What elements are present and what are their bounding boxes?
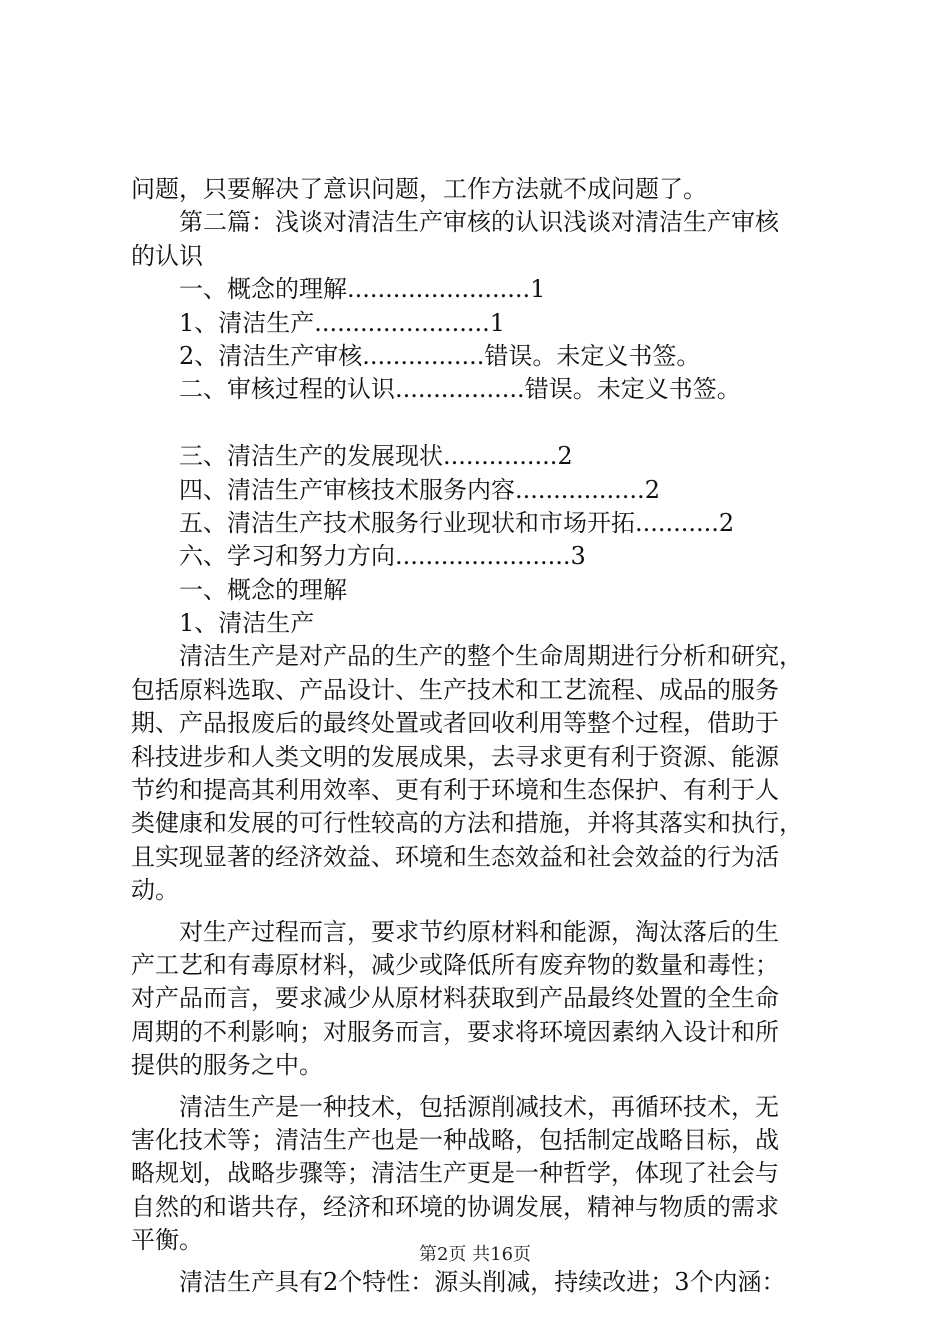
blank-line [131, 407, 841, 440]
sub-heading: 1、清洁生产 [179, 609, 315, 638]
chapter-title-line: 的认识 [131, 241, 203, 270]
paragraph-line: 自然的和谐共存，经济和环境的协调发展，精神与物质的需求 [131, 1192, 779, 1221]
toc-entry[interactable]: 1、清洁生产.......................1 [179, 308, 506, 337]
paragraph-line: 清洁生产是一种技术，包括源削减技术，再循环技术，无 [179, 1092, 779, 1121]
paragraph-line: 周期的不利影响；对服务而言，要求将环境因素纳入设计和所 [131, 1017, 779, 1046]
toc-entry[interactable]: 五、清洁生产技术服务行业现状和市场开拓...........2 [179, 508, 735, 537]
paragraph-line: 产工艺和有毒原材料，减少或降低所有废弃物的数量和毒性； [131, 950, 779, 979]
toc-entry[interactable]: 2、清洁生产审核................错误。未定义书签。 [179, 341, 701, 370]
toc-entry[interactable]: 六、学习和努力方向.......................3 [179, 542, 586, 571]
paragraph-line: 类健康和发展的可行性较高的方法和措施，并将其落实和执行， [131, 809, 803, 838]
paragraph-line: 科技进步和人类文明的发展成果，去寻求更有利于资源、能源 [131, 742, 779, 771]
table-of-contents [131, 273, 841, 574]
section-heading: 一、概念的理解 [179, 575, 347, 604]
toc-entry[interactable]: 四、清洁生产审核技术服务内容.................2 [179, 475, 660, 504]
paragraph-line: 平衡。 [131, 1226, 203, 1255]
toc-entry[interactable]: 一、概念的理解........................1 [179, 275, 546, 304]
paragraph-line: 对产品而言，要求减少从原材料获取到产品最终处置的全生命 [131, 984, 779, 1013]
paragraph-line: 略规划，战略步骤等；清洁生产更是一种哲学，体现了社会与 [131, 1159, 779, 1188]
paragraph-line: 包括原料选取、产品设计、生产技术和工艺流程、成品的服务 [131, 675, 779, 704]
text-line: 问题，只要解决了意识问题，工作方法就不成问题了。 [131, 175, 707, 203]
document-body [131, 173, 841, 1299]
paragraph-line: 对生产过程而言，要求节约原材料和能源，淘汰落后的生 [179, 917, 779, 946]
page-footer: 第2页 共16页 [418, 1244, 532, 1265]
paragraph-line: 节约和提高其利用效率、更有利于环境和生态保护、有利于人 [131, 776, 779, 805]
paragraph-line: 害化技术等；清洁生产也是一种战略，包括制定战略目标，战 [131, 1125, 779, 1154]
paragraph-4 [131, 1266, 841, 1299]
chapter-title-line: 第二篇：浅谈对清洁生产审核的认识浅谈对清洁生产审核 [179, 208, 779, 237]
paragraph-line: 动。 [131, 876, 179, 905]
paragraph-1 [131, 640, 841, 907]
paragraph-gap [131, 908, 841, 916]
paragraph-line: 清洁生产具有2个特性：源头削减，持续改进；3个内涵： [179, 1267, 786, 1296]
paragraph-3 [131, 1091, 841, 1258]
toc-entry[interactable]: 三、清洁生产的发展现状...............2 [179, 442, 573, 471]
paragraph-line: 且实现显著的经济效益、环境和生态效益和社会效益的行为活 [131, 842, 779, 871]
paragraph-2 [131, 916, 841, 1083]
paragraph-line: 提供的服务之中。 [131, 1051, 323, 1080]
paragraph-line: 期、产品报废后的最终处置或者回收利用等整个过程，借助于 [131, 709, 779, 738]
paragraph-gap [131, 1083, 841, 1091]
paragraph-line: 清洁生产是对产品的生产的整个生命周期进行分析和研究， [179, 642, 803, 671]
toc-entry[interactable]: 二、审核过程的认识.................错误。未定义书签。 [179, 375, 741, 404]
